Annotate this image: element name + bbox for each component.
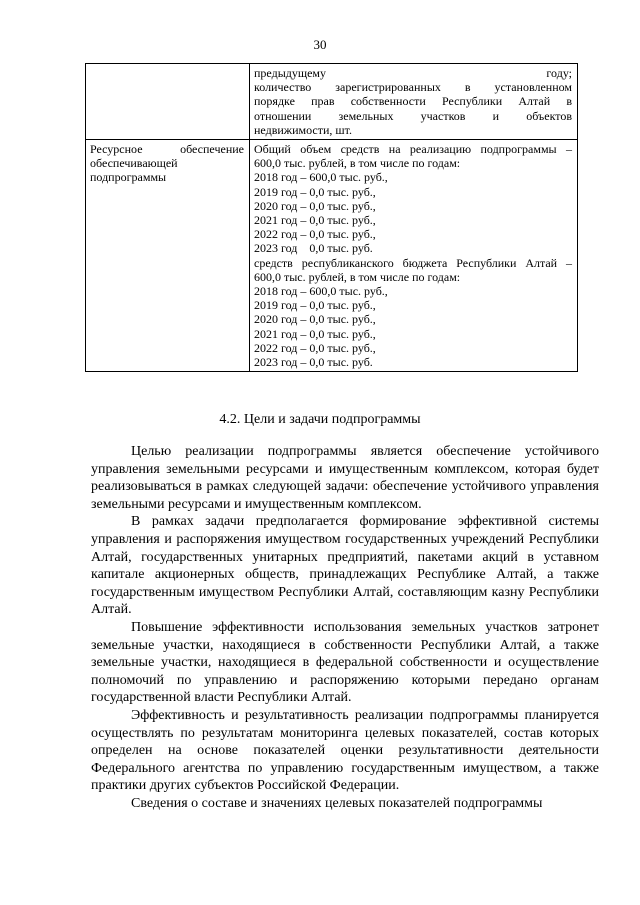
section-heading: 4.2. Цели и задачи подпрограммы	[219, 412, 421, 427]
cell-text-line: Общий объем средств на реализацию подпрограммы –	[254, 142, 572, 157]
cell-text-line: 600,0 тыс. рублей, в том числе по годам:	[254, 156, 461, 171]
cell-text-line: недвижимости, шт.	[254, 122, 352, 137]
resource-provision-label: Ресурсное обеспечение обеспечивающей подпрограммы	[86, 140, 250, 372]
paragraph: Эффективность и результативность реализации подпрограммы планируется осуществлять по результатам мониторинга целевых показателей, состав которых определен на основе показателей оценки результативности деятельности Федерального агентства по управлению государственным имуществом, а также практики других субъектов Российской Федерации.	[91, 707, 599, 794]
cell-text-line: порядке прав собственности Республики Алтай в	[254, 94, 572, 109]
paragraph: Повышение эффективности использования земельных участков затронет земельные участки, находящиеся в собственности Республики Алтай, а также земельные участки, находящиеся в федеральной собственности и осуществление полномочий по управлению и распоряжению которыми передано органам государственной власти Республики Алтай.	[91, 619, 599, 706]
cell-text-line: 2021 год – 0,0 тыс. руб.,	[254, 213, 376, 228]
cell-text-line: количество зарегистрированных в установленном	[254, 80, 572, 95]
row-label-cell	[86, 64, 250, 140]
cell-text-line: отношении земельных участков и объектов	[254, 108, 572, 123]
cell-text-line: 2022 год – 0,0 тыс. руб.,	[254, 227, 376, 242]
cell-text-line: 2022 год – 0,0 тыс. руб.,	[254, 340, 376, 355]
cell-text-line: средств республиканского бюджета Республики Алтай –	[254, 255, 572, 270]
cell-text-line: 2018 год – 600,0 тыс. руб.,	[254, 284, 388, 299]
cell-text-line: 2023 год – 0,0 тыс. руб.	[254, 355, 373, 370]
cell-text-line: 2020 год – 0,0 тыс. руб.,	[254, 198, 376, 213]
resource-provision-value	[250, 140, 578, 372]
paragraph: Сведения о составе и значениях целевых показателей подпрограммы	[131, 795, 543, 811]
row-value-cell	[250, 64, 578, 140]
subprogram-passport-table	[85, 63, 578, 372]
cell-text-line: 2020 год – 0,0 тыс. руб.,	[254, 312, 376, 327]
section-body	[91, 443, 599, 812]
cell-text-line: предыдущему году;	[254, 66, 572, 80]
table-row	[86, 64, 578, 140]
cell-text-line: 2023 год 0,0 тыс. руб.	[254, 241, 373, 256]
cell-text-line: 2019 год – 0,0 тыс. руб.,	[254, 298, 376, 313]
paragraph: В рамках задачи предполагается формирование эффективной системы управления и распоряжения имуществом государственных учреждений Республики Алтай, государственных унитарных предприятий, пакетами акций в уставном капитале акционерных обществ, принадлежащих Республике Алтай, а также государственным имуществом Республики Алтай, составляющим казну Республики Алтай.	[91, 514, 599, 618]
cell-text-line: 600,0 тыс. рублей, в том числе по годам:	[254, 269, 461, 284]
cell-text-line: 2021 год – 0,0 тыс. руб.,	[254, 326, 376, 341]
cell-text-line: 2019 год – 0,0 тыс. руб.,	[254, 184, 376, 199]
table-row	[86, 140, 578, 372]
cell-text-line: 2018 год – 600,0 тыс. руб.,	[254, 170, 388, 185]
paragraph: Целью реализации подпрограммы является обеспечение устойчивого управления земельными ресурсами и имущественным комплексом, которая будет реализовываться в рамках следующей задачи: обеспечение устойчивого управления земельными ресурсами и имущественным комплексом.	[91, 444, 599, 512]
page-number: 30	[313, 37, 327, 52]
